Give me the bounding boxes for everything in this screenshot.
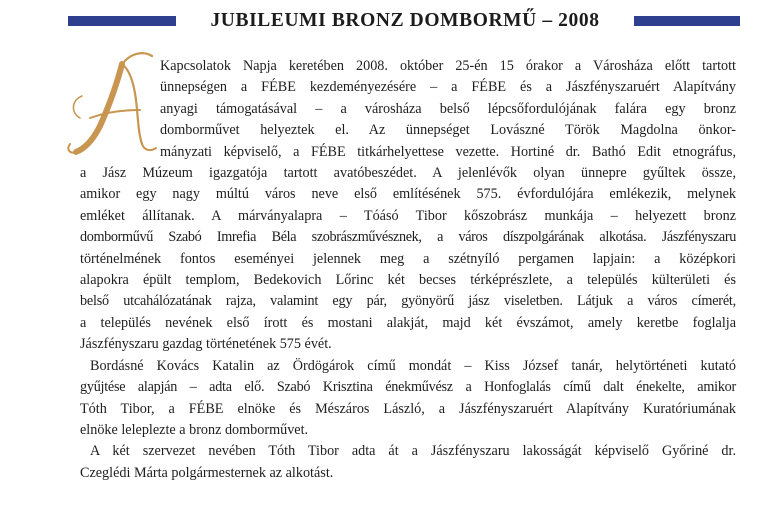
text-line: Kapcsolatok Napja keretében 2008. október 25-én 15 órakor a Városháza előtt tartott bbox=[160, 58, 736, 74]
text-line: elnöke leleplezte a bronz domborművet. bbox=[80, 421, 309, 438]
text-line: A két szervezet nevében Tóth Tibor adta át a Jászfényszaru lakosságát képviselő Győriné dr. bbox=[90, 443, 736, 460]
text-line: ünnepségen a FÉBE kezdeményezésére – a FÉBE és a Jászfényszaruért Alapítvány bbox=[160, 79, 736, 96]
text-line: Czeglédi Márta polgármesternek az alkotást. bbox=[80, 464, 334, 481]
text-line: emléket állítanak. A márványalapra – Tóásó Tibor kőszobrász munkája – helyezett bronz bbox=[80, 207, 736, 224]
text-line: Jászfényszaru gazdag történetének 575 évét. bbox=[80, 336, 332, 353]
text-line: Bordásné Kovács Katalin az Ördögárok című mondát – Kiss József tanár, helytörténeti kutató bbox=[90, 357, 736, 374]
heading-bar-left bbox=[68, 16, 176, 26]
text-line: anyagi támogatásával – a városháza belső lépcsőfordulójának falára egy bronz bbox=[160, 100, 736, 117]
text-line: domborművet helyeztek el. Az ünnepséget Lovászné Török Magdolna önkor- bbox=[160, 122, 736, 139]
text-line: alapokra épült templom, Bedekovich Lőrinc két becses térképrészlete, a település külterületi és bbox=[80, 272, 736, 289]
page-title: JUBILEUMI BRONZ DOMBORMŰ – 2008 bbox=[210, 10, 600, 31]
paragraph-1 bbox=[80, 56, 736, 356]
text-line: Tóth Tibor, a FÉBE elnöke és Mészáros László, a Jászfényszaruért Alapítvány Kuratóriumának bbox=[80, 400, 736, 417]
text-line: belső utcahálózatának rajza, valamint egy pár, gyönyörű jász viseletben. Látjuk a város címerét, bbox=[80, 293, 736, 310]
text-line: a Jász Múzeum igazgatója tartott avatóbeszédet. A jelenlévők olyan ünnepre gyűltek össze, bbox=[80, 165, 736, 182]
text-line: a település nevének első írott és mostani alakját, majd két évszámot, amely keretbe foglalja bbox=[80, 314, 736, 331]
paragraph-2 bbox=[80, 356, 736, 442]
article-body bbox=[80, 56, 736, 484]
text-line: gyűjtése alapján – adta elő. Szabó Krisztina énekművész a Honfoglalás című dalt énekelte, amikor bbox=[80, 379, 736, 396]
paragraph-3 bbox=[80, 441, 736, 484]
text-line: történelmének fontos eseményei jelennek meg a szétnyíló pergamen lapjain: a középkori bbox=[80, 250, 736, 267]
text-line: mányzati képviselő, a FÉBE titkárhelyettese vezette. Hortiné dr. Bathó Edit etnográfus, bbox=[160, 143, 736, 160]
text-line: amikor egy nagy múltú város neve első említésének 575. évfordulójára emlékezik, melynek bbox=[80, 186, 736, 203]
text-line: domborművű Szabó Imrefia Béla szobrászművésznek, a város díszpolgárának alkotása. Jászfényszaru bbox=[80, 229, 736, 246]
heading bbox=[68, 6, 740, 36]
heading-bar-right bbox=[634, 16, 740, 26]
